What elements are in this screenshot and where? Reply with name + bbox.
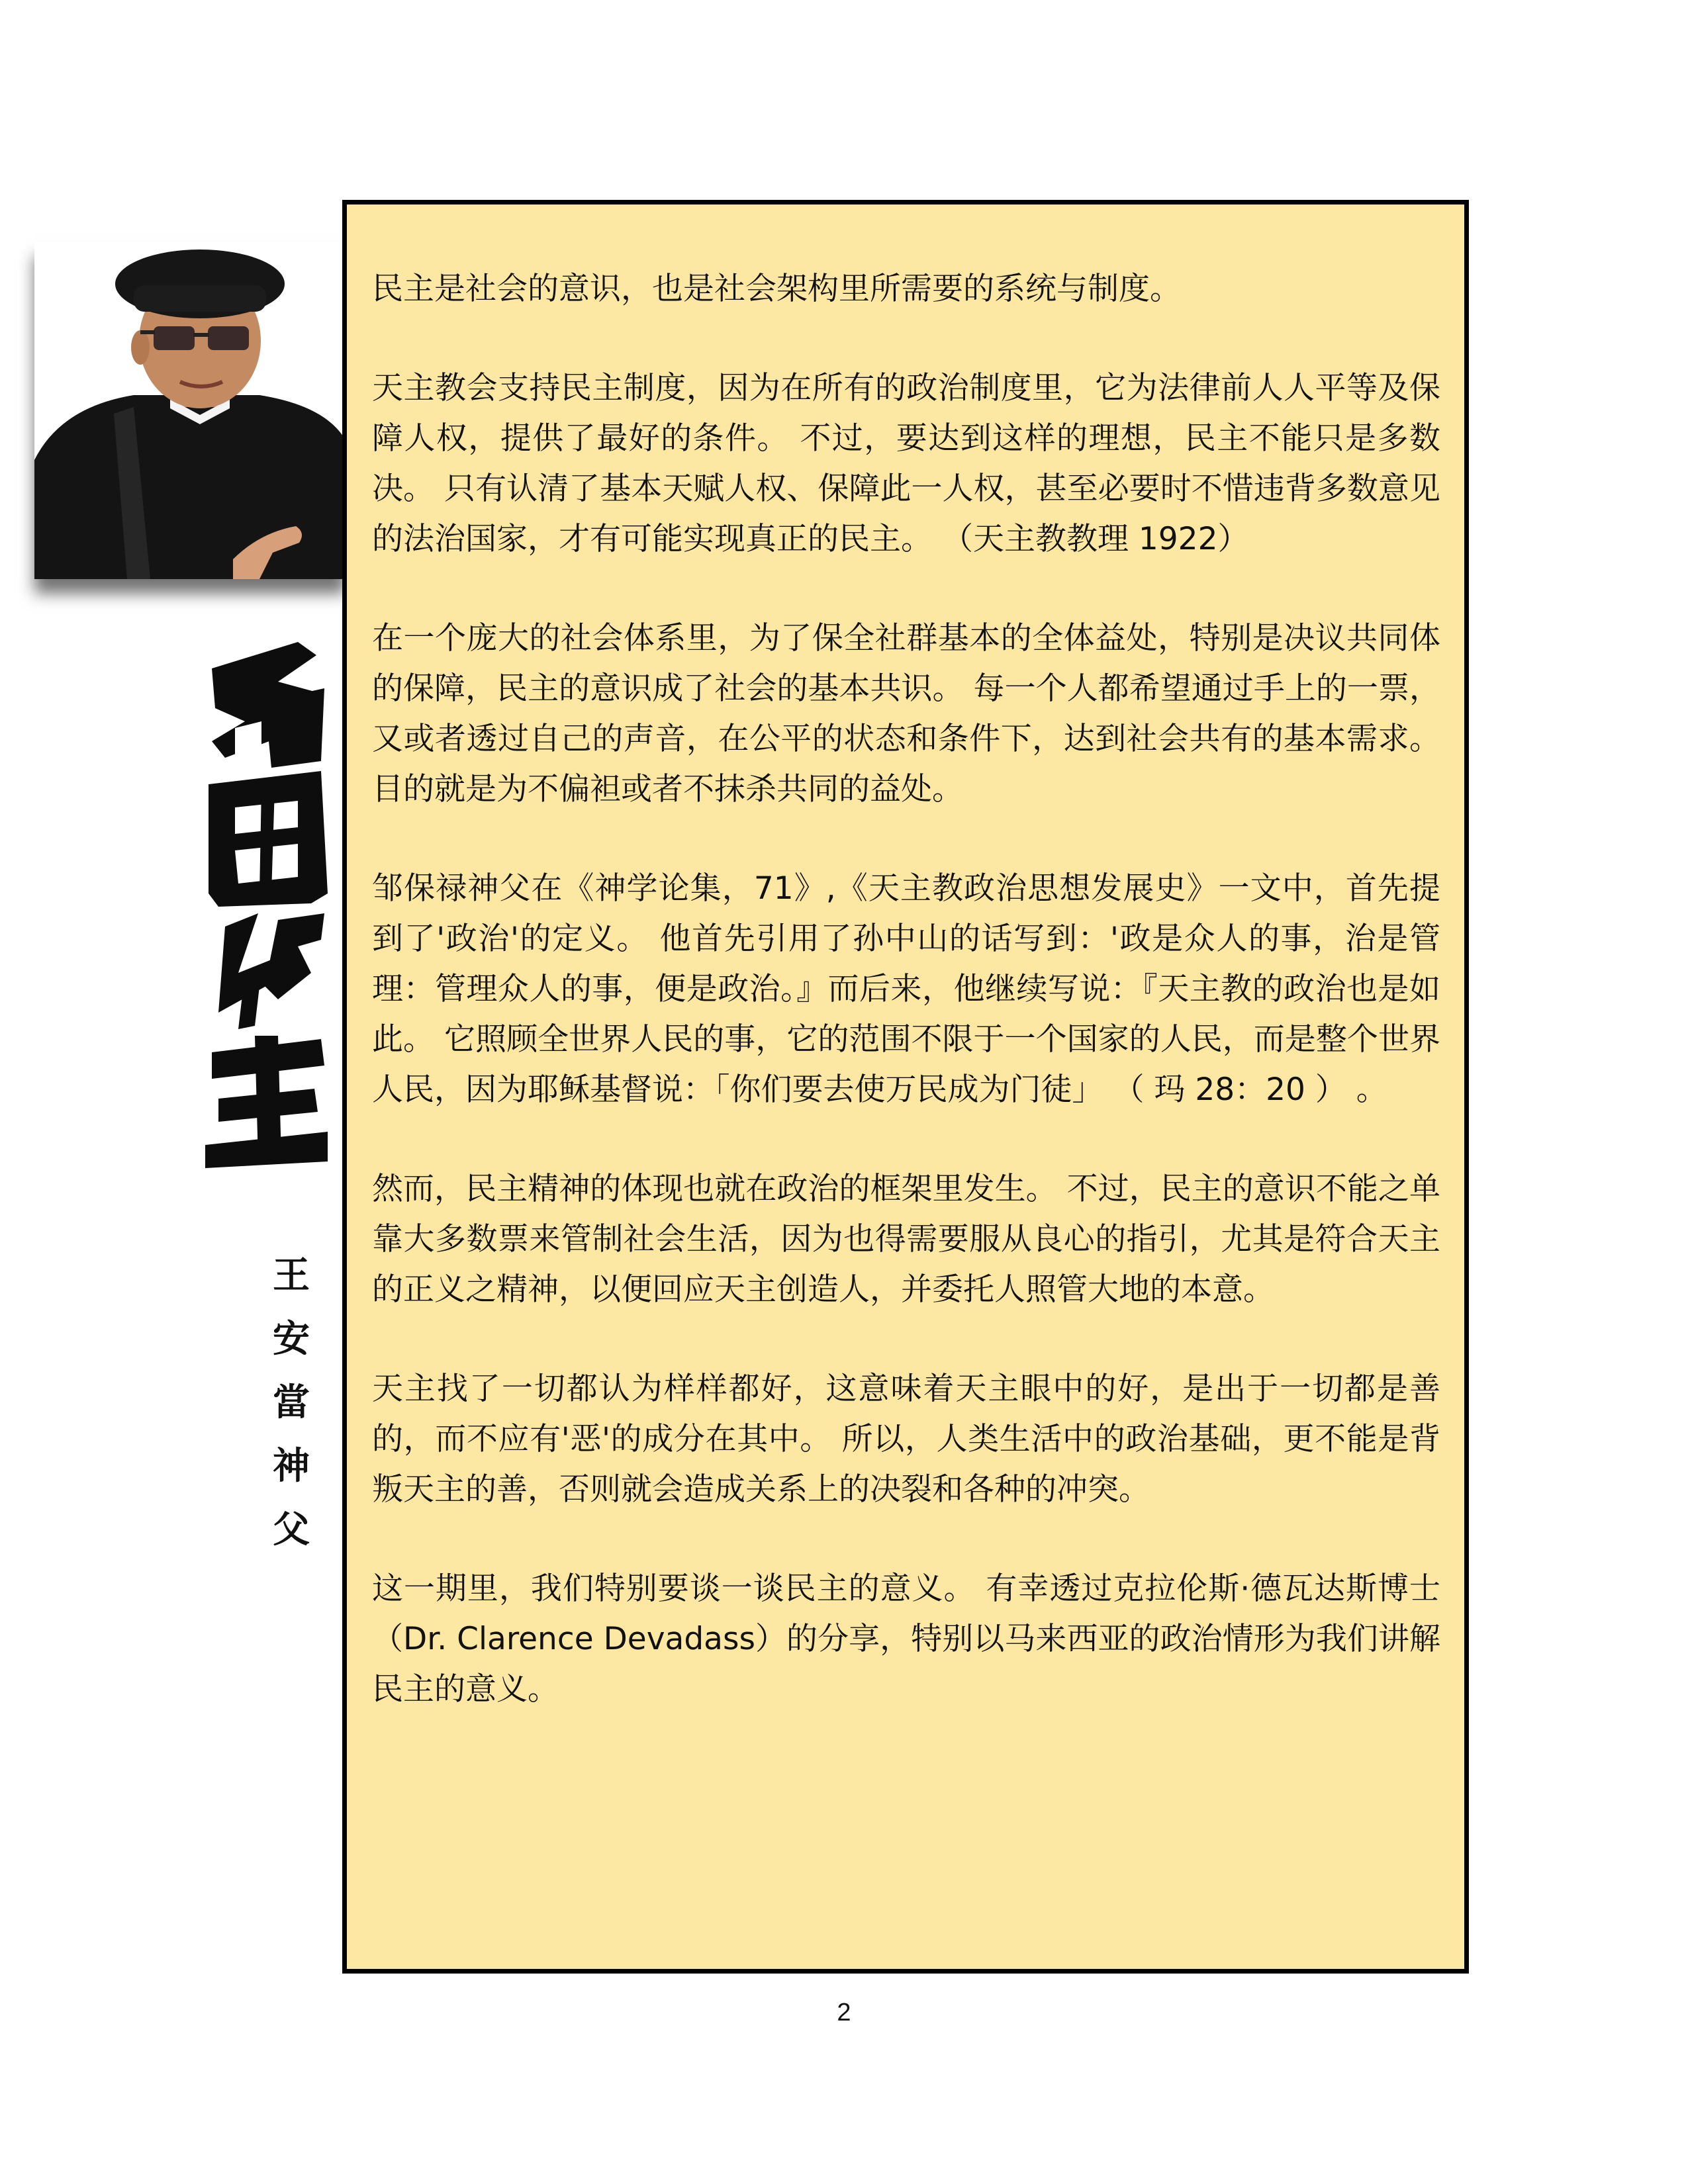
author-char: 安 <box>273 1318 310 1361</box>
article-paragraph: 在一个庞大的社会体系里，为了保全社群基本的全体益处，特别是决议共同体的保障，民主的意识成了社会的基本共识。 每一个人都希望通过手上的一票，又或者透过自己的声音，在公平的状态和条件下，达到社会共有的基本需求。 目的就是为不偏袒或者不抹杀共同的益处。 <box>372 620 1440 807</box>
article-text-box <box>342 200 1469 1974</box>
article-paragraph: 天主教会支持民主制度，因为在所有的政治制度里，它为法律前人人平等及保障人权，提供了最好的条件。 不过，要达到这样的理想，民主不能只是多数决。 只有认清了基本天赋人权、保障此一人权，甚至必要时不惜违背多数意见的法治国家，才有可能实现真正的民主。 （天主教教理 1922） <box>372 370 1440 557</box>
author-char: 父 <box>273 1508 310 1551</box>
article-paragraph: 天主找了一切都认为样样都好，这意味着天主眼中的好，是出于一切都是善的，而不应有'恶'的成分在其中。 所以，人类生活中的政治基础，更不能是背叛天主的善，否则就会造成关系上的决裂和各种的冲突。 <box>372 1371 1440 1508</box>
author-portrait-photo <box>34 242 346 579</box>
author-char: 王 <box>273 1254 310 1297</box>
author-name-vertical <box>265 1244 318 1562</box>
article-paragraph: 邹保禄神父在《神学论集，71》,《天主教政治思想发展史》一文中，首先提到了'政治'的定义。 他首先引用了孙中山的话写到：'政是众人的事，治是管理：管理众人的事，便是政治。』而后来，他继续写说：『天主教的政治也是如此。 它照顾全世界人民的事，它的范围不限于一个国家的人民，而是整个世界人民，因为耶稣基督说：「你们要去使万民成为门徒」 （ 玛 28：20 ） 。 <box>372 870 1440 1108</box>
article-paragraph: 民主是社会的意识，也是社会架构里所需要的系统与制度。 <box>372 271 1181 307</box>
author-char: 當 <box>273 1381 310 1424</box>
article-paragraph: 这一期里，我们特别要谈一谈民主的意义。 有幸透过克拉伦斯·德瓦达斯博士（Dr. Clarence Devadass）的分享，特别以马来西亚的政治情形为我们讲解民主的意义。 <box>372 1570 1440 1707</box>
author-char: 神 <box>273 1445 310 1488</box>
page-number: 2 <box>837 1999 851 2026</box>
article-paragraph: 然而，民主精神的体现也就在政治的框架里发生。 不过，民主的意识不能之单靠大多数票来管制社会生活，因为也得需要服从良心的指引，尤其是符合天主的正义之精神，以便回应天主创造人，并委托人照管大地的本意。 <box>372 1171 1440 1308</box>
column-title-calligraphy <box>199 629 331 1171</box>
